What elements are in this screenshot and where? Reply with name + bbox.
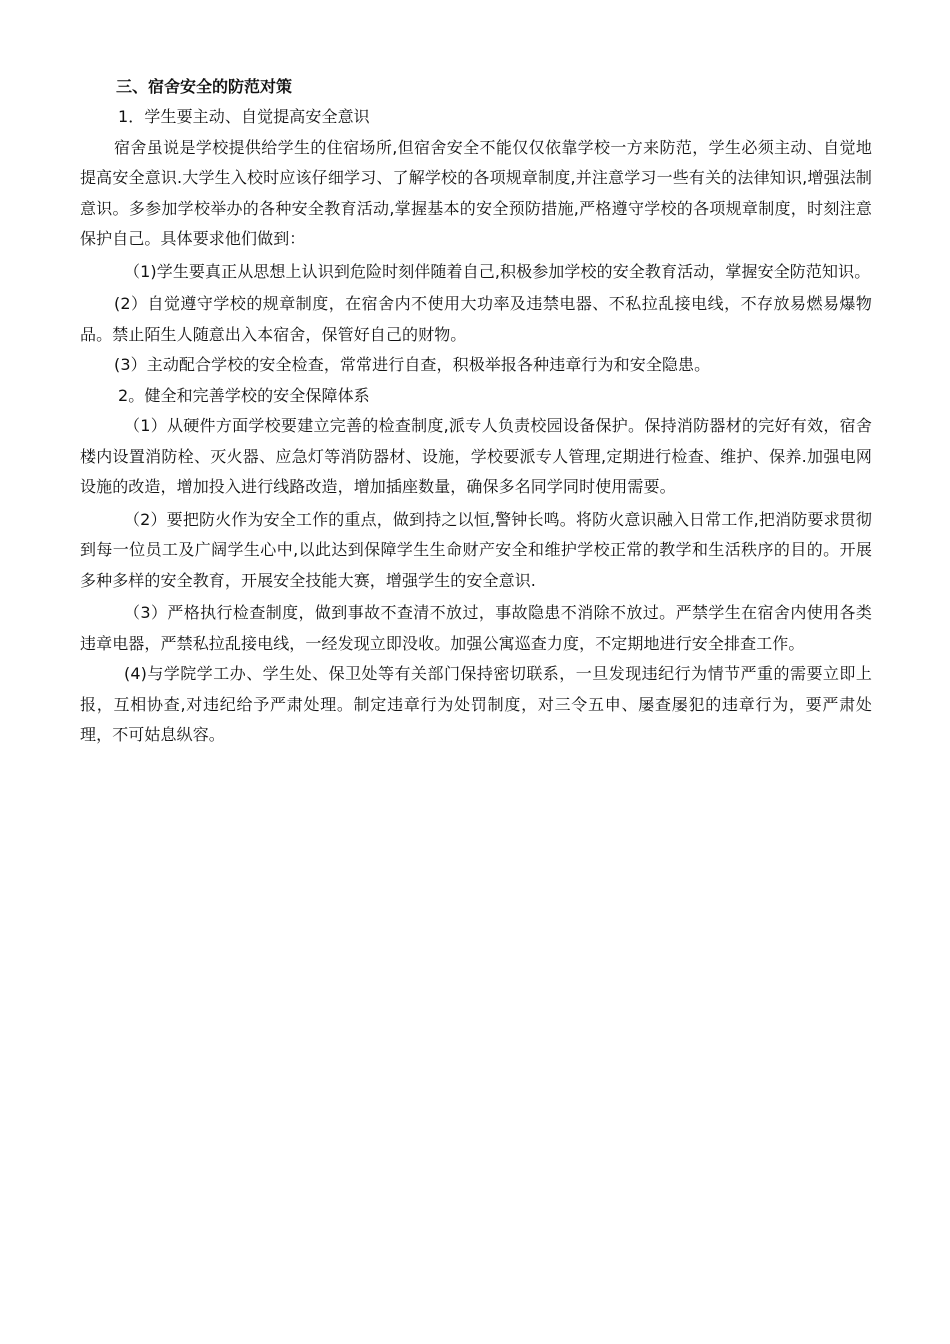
subsection-2-item-2: （2）要把防火作为安全工作的重点，做到持之以恒,警钟长鸣。将防火意识融入日常工作,把消防要求贯彻到每一位员工及广阔学生心中,以此达到保障学生生命财产安全和维护学校正常的教学和生活秩序的目的。开展多种多样的安全教育，开展安全技能大赛，增强学生的安全意识. [80, 509, 872, 590]
subsection-2-title: 2。健全和完善学校的安全保障体系 [118, 385, 370, 405]
subsection-1-item-3: (3）主动配合学校的安全检查，常常进行自查，积极举报各种违章行为和安全隐患。 [114, 355, 711, 374]
document-body [80, 72, 872, 751]
subsection-2-item-4: (4)与学院学工办、学生处、保卫处等有关部门保持密切联系，一旦发现违纪行为情节严重的需要立即上报，互相协查,对违纪给予严肃处理。制定违章行为处罚制度，对三令五申、屡查屡犯的违章行为，要严肃处理，不可姑息纵容。 [80, 664, 872, 744]
subsection-1-item-2: (2）自觉遵守学校的规章制度，在宿舍内不使用大功率及违禁电器、不私拉乱接电线，不存放易燃易爆物品。禁止陌生人随意出入本宿舍，保管好自己的财物。 [80, 294, 872, 344]
subsection-2-item-3: （3）严格执行检查制度，做到事故不查清不放过，事故隐患不消除不放过。严禁学生在宿舍内使用各类违章电器，严禁私拉乱接电线，一经发现立即没收。加强公寓巡查力度，不定期地进行安全排查工作。 [80, 603, 872, 653]
subsection-1-title: 1．学生要主动、自觉提高安全意识 [118, 107, 370, 126]
section-title: 三、宿舍安全的防范对策 [116, 77, 293, 96]
subsection-1-intro: 宿舍虽说是学校提供给学生的住宿场所,但宿舍安全不能仅仅依靠学校一方来防范，学生必须主动、自觉地提高安全意识.大学生入校时应该仔细学习、了解学校的各项规章制度,并注意学习一些有关的法律知识,增强法制意识。多参加学校举办的各种安全教育活动,掌握基本的安全预防措施,严格遵守学校的各项规章制度，时刻注意保护自己。具体要求他们做到： [80, 137, 872, 248]
subsection-2-item-1: （1）从硬件方面学校要建立完善的检查制度,派专人负责校园设备保护。保持消防器材的完好有效，宿舍楼内设置消防栓、灭火器、应急灯等消防器材、设施，学校要派专人管理,定期进行检查、维护、保养.加强电网设施的改造，增加投入进行线路改造，增加插座数量，确保多名同学同时使用需要。 [80, 416, 872, 496]
subsection-1-item-1: （1)学生要真正从思想上认识到危险时刻伴随着自己,积极参加学校的安全教育活动，掌握安全防范知识。 [124, 261, 871, 281]
